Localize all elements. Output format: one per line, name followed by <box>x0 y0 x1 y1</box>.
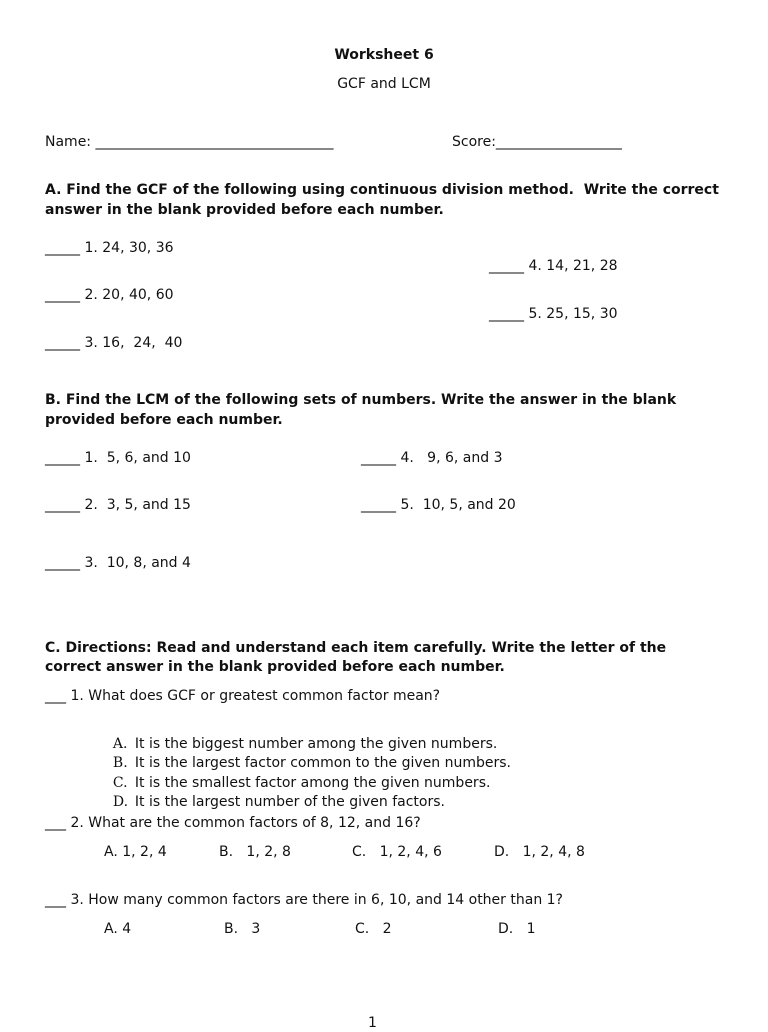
section-b-item-2[interactable]: _____ 2. 3, 5, and 15 <box>45 497 191 513</box>
q2-option-d: D. 1, 2, 4, 8 <box>494 844 585 860</box>
section-b-instruction-line2: provided before each number. <box>45 412 283 428</box>
q1-option-b-letter: B. <box>112 755 128 771</box>
q1-option-c-text: It is the smallest factor among the given numbers. <box>134 775 491 791</box>
q3-option-b: B. 3 <box>224 921 261 937</box>
q1-option-d-text: It is the largest number of the given factors. <box>134 794 445 810</box>
section-b-item-3[interactable]: _____ 3. 10, 8, and 4 <box>45 555 191 571</box>
section-b-item-5[interactable]: _____ 5. 10, 5, and 20 <box>361 497 516 513</box>
section-c-instruction-line1: C. Directions: Read and understand each item carefully. Write the letter of the <box>45 640 667 656</box>
section-b-item-1[interactable]: _____ 1. 5, 6, and 10 <box>45 450 191 466</box>
score-field[interactable]: Score:__________________ <box>452 134 622 150</box>
q1-option-a-text: It is the biggest number among the given numbers. <box>134 736 498 752</box>
question-1[interactable]: ___ 1. What does GCF or greatest common factor mean? <box>45 688 441 704</box>
q1-option-c-letter: C. <box>112 775 128 791</box>
q3-option-c: C. 2 <box>355 921 392 937</box>
section-a-item-5[interactable]: _____ 5. 25, 15, 30 <box>489 306 618 322</box>
q3-option-a: A. 4 <box>104 921 132 937</box>
q3-option-d: D. 1 <box>498 921 536 937</box>
name-field[interactable]: Name: __________________________________ <box>45 134 334 150</box>
q1-option-d-letter: D. <box>112 794 129 810</box>
q2-option-c: C. 1, 2, 4, 6 <box>352 844 442 860</box>
section-b-item-4[interactable]: _____ 4. 9, 6, and 3 <box>361 450 503 466</box>
q2-option-b: B. 1, 2, 8 <box>219 844 291 860</box>
q2-option-a: A. 1, 2, 4 <box>104 844 167 860</box>
worksheet-title: Worksheet 6 <box>334 47 434 63</box>
section-a-instruction-line1: A. Find the GCF of the following using continuous division method. Write the correct <box>45 182 719 198</box>
q1-option-b-text: It is the largest factor common to the given numbers. <box>134 755 511 771</box>
section-a-item-3[interactable]: _____ 3. 16, 24, 40 <box>45 335 183 351</box>
section-c-instruction-line2: correct answer in the blank provided before each number. <box>45 659 505 675</box>
section-a-item-1[interactable]: _____ 1. 24, 30, 36 <box>45 240 174 256</box>
section-a-item-4[interactable]: _____ 4. 14, 21, 28 <box>489 258 618 274</box>
section-a-item-2[interactable]: _____ 2. 20, 40, 60 <box>45 287 174 303</box>
question-2[interactable]: ___ 2. What are the common factors of 8, 12, and 16? <box>45 815 421 831</box>
question-3[interactable]: ___ 3. How many common factors are there in 6, 10, and 14 other than 1? <box>45 892 563 908</box>
q1-option-d <box>104 774 445 812</box>
page-number: 1 <box>368 1015 377 1031</box>
worksheet-subtitle: GCF and LCM <box>337 76 431 92</box>
section-b-instruction-line1: B. Find the LCM of the following sets of numbers. Write the answer in the blank <box>45 392 677 408</box>
section-a-instruction-line2: answer in the blank provided before each number. <box>45 202 444 218</box>
q1-option-a-letter: A. <box>112 736 128 752</box>
